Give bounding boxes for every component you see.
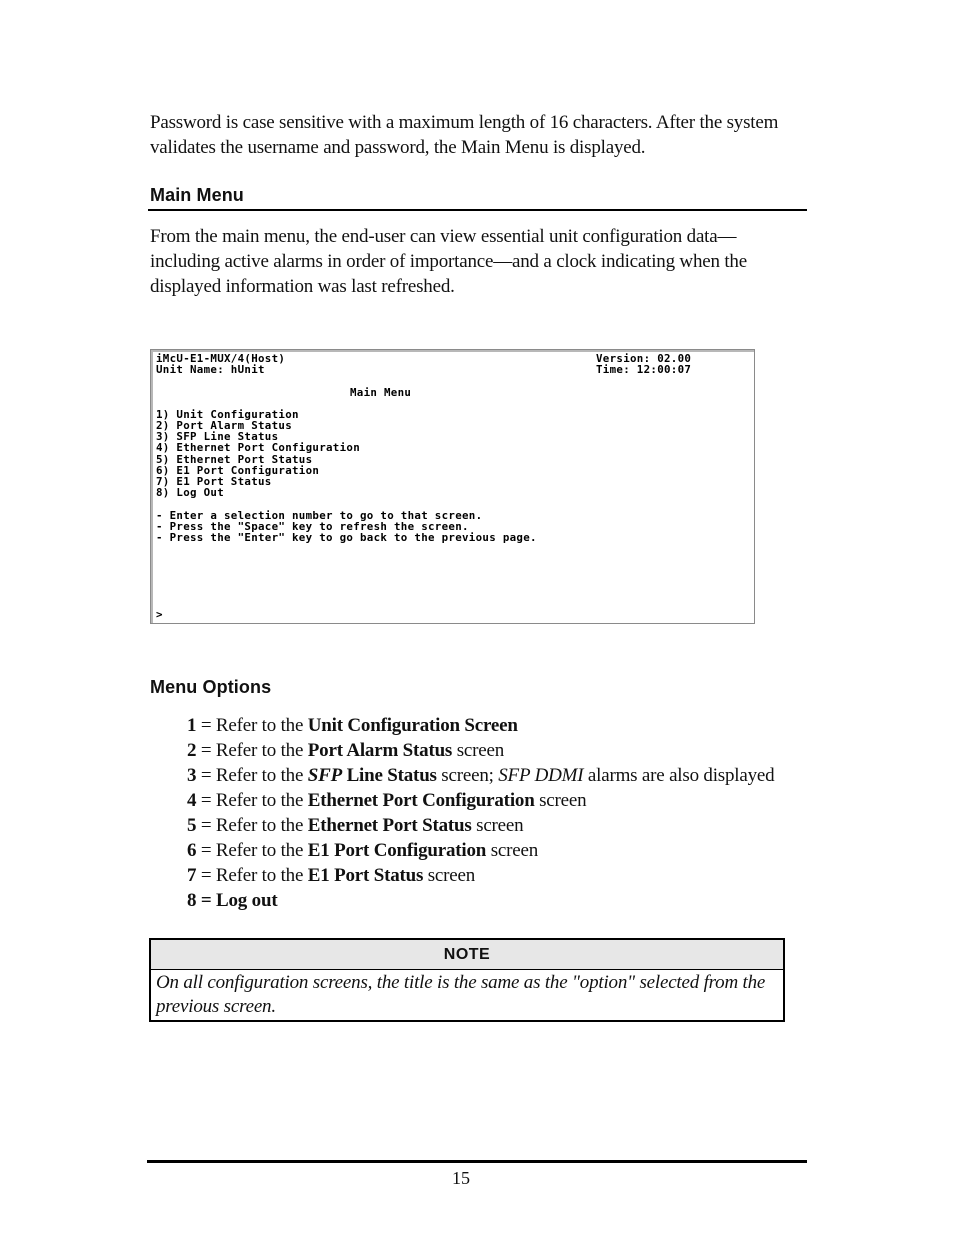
option-number: 1 bbox=[187, 715, 197, 736]
terminal-option: 1) Unit Configuration bbox=[156, 408, 299, 421]
option-number: 6 bbox=[187, 840, 197, 861]
option-number: 8 bbox=[187, 890, 197, 911]
terminal-option: 8) Log Out bbox=[156, 486, 225, 499]
menu-option-item bbox=[187, 713, 774, 738]
terminal-instruction: - Press the "Enter" key to go back to the previous page. bbox=[156, 531, 537, 544]
option-text: = Refer to the bbox=[196, 865, 308, 886]
option-target: Ethernet Port Configuration bbox=[307, 790, 535, 811]
option-target: Line Status bbox=[342, 765, 437, 786]
option-number: 3 bbox=[187, 765, 197, 786]
terminal-option: 7) E1 Port Status bbox=[156, 475, 272, 488]
terminal-title: Main Menu bbox=[350, 386, 412, 399]
option-number: 5 bbox=[187, 815, 197, 836]
option-number: 2 bbox=[187, 740, 197, 761]
option-text: = Refer to the bbox=[196, 765, 308, 786]
terminal-version: Version: 02.00 bbox=[596, 352, 692, 365]
terminal-option: 4) Ethernet Port Configuration bbox=[156, 441, 361, 454]
heading-rule bbox=[148, 209, 807, 211]
option-suffix: screen bbox=[471, 815, 524, 836]
option-number: 4 bbox=[187, 790, 197, 811]
terminal-prompt: > bbox=[156, 608, 163, 621]
menu-options-heading: Menu Options bbox=[150, 677, 272, 697]
menu-option-item bbox=[187, 813, 774, 838]
option-italic-term: SFP DDMI bbox=[498, 765, 584, 786]
terminal-option: 2) Port Alarm Status bbox=[156, 419, 293, 432]
option-text: = Refer to the bbox=[196, 790, 308, 811]
option-tail: alarms are also displayed bbox=[583, 765, 775, 786]
option-target: Unit Configuration Screen bbox=[307, 715, 518, 736]
option-number: 7 bbox=[187, 865, 197, 886]
option-target: Ethernet Port Status bbox=[307, 815, 472, 836]
menu-options-list bbox=[187, 713, 774, 913]
terminal-device-name: iMcU-E1-MUX/4(Host) bbox=[156, 352, 286, 365]
option-text: = Refer to the bbox=[196, 715, 308, 736]
menu-option-item bbox=[187, 888, 774, 913]
note-title: NOTE bbox=[151, 940, 783, 970]
page-number: 15 bbox=[452, 1168, 470, 1188]
main-menu-heading: Main Menu bbox=[150, 185, 244, 205]
menu-option-item bbox=[187, 838, 774, 863]
terminal-time: Time: 12:00:07 bbox=[596, 363, 692, 376]
option-target: = Log out bbox=[196, 890, 278, 911]
option-target: E1 Port Configuration bbox=[307, 840, 487, 861]
terminal-screenshot bbox=[150, 349, 755, 624]
option-target: E1 Port Status bbox=[307, 865, 424, 886]
terminal-unit-name: Unit Name: hUnit bbox=[156, 363, 265, 376]
footer-rule bbox=[147, 1160, 807, 1163]
menu-option-item bbox=[187, 788, 774, 813]
main-menu-paragraph: From the main menu, the end-user can view essential unit configuration data—including active alarms in order of importance—and a clock indicating when the displayed information was last refreshed. bbox=[150, 226, 747, 297]
note-text: On all configuration screens, the title is the same as the "option" selected from the previous screen. bbox=[156, 972, 766, 1017]
intro-paragraph: Password is case sensitive with a maximum length of 16 characters. After the system validates the username and password, the Main Menu is displayed. bbox=[150, 112, 779, 158]
option-suffix: screen bbox=[486, 840, 539, 861]
option-suffix: screen bbox=[534, 790, 587, 811]
terminal-option: 5) Ethernet Port Status bbox=[156, 453, 313, 466]
option-target: Port Alarm Status bbox=[307, 740, 453, 761]
option-suffix: screen bbox=[423, 865, 476, 886]
option-text: = Refer to the bbox=[196, 840, 308, 861]
option-suffix: screen; bbox=[436, 765, 499, 786]
menu-option-item bbox=[187, 738, 774, 763]
terminal-instruction: - Press the "Space" key to refresh the screen. bbox=[156, 520, 469, 533]
terminal-option: 3) SFP Line Status bbox=[156, 430, 279, 443]
menu-option-item bbox=[187, 863, 774, 888]
option-suffix: screen bbox=[452, 740, 505, 761]
option-text: = Refer to the bbox=[196, 815, 308, 836]
terminal-option: 6) E1 Port Configuration bbox=[156, 464, 320, 477]
option-target-italic: SFP bbox=[307, 765, 343, 786]
menu-option-item bbox=[187, 763, 774, 788]
option-text: = Refer to the bbox=[196, 740, 308, 761]
note-box bbox=[149, 938, 785, 1022]
terminal-instruction: - Enter a selection number to go to that screen. bbox=[156, 509, 483, 522]
